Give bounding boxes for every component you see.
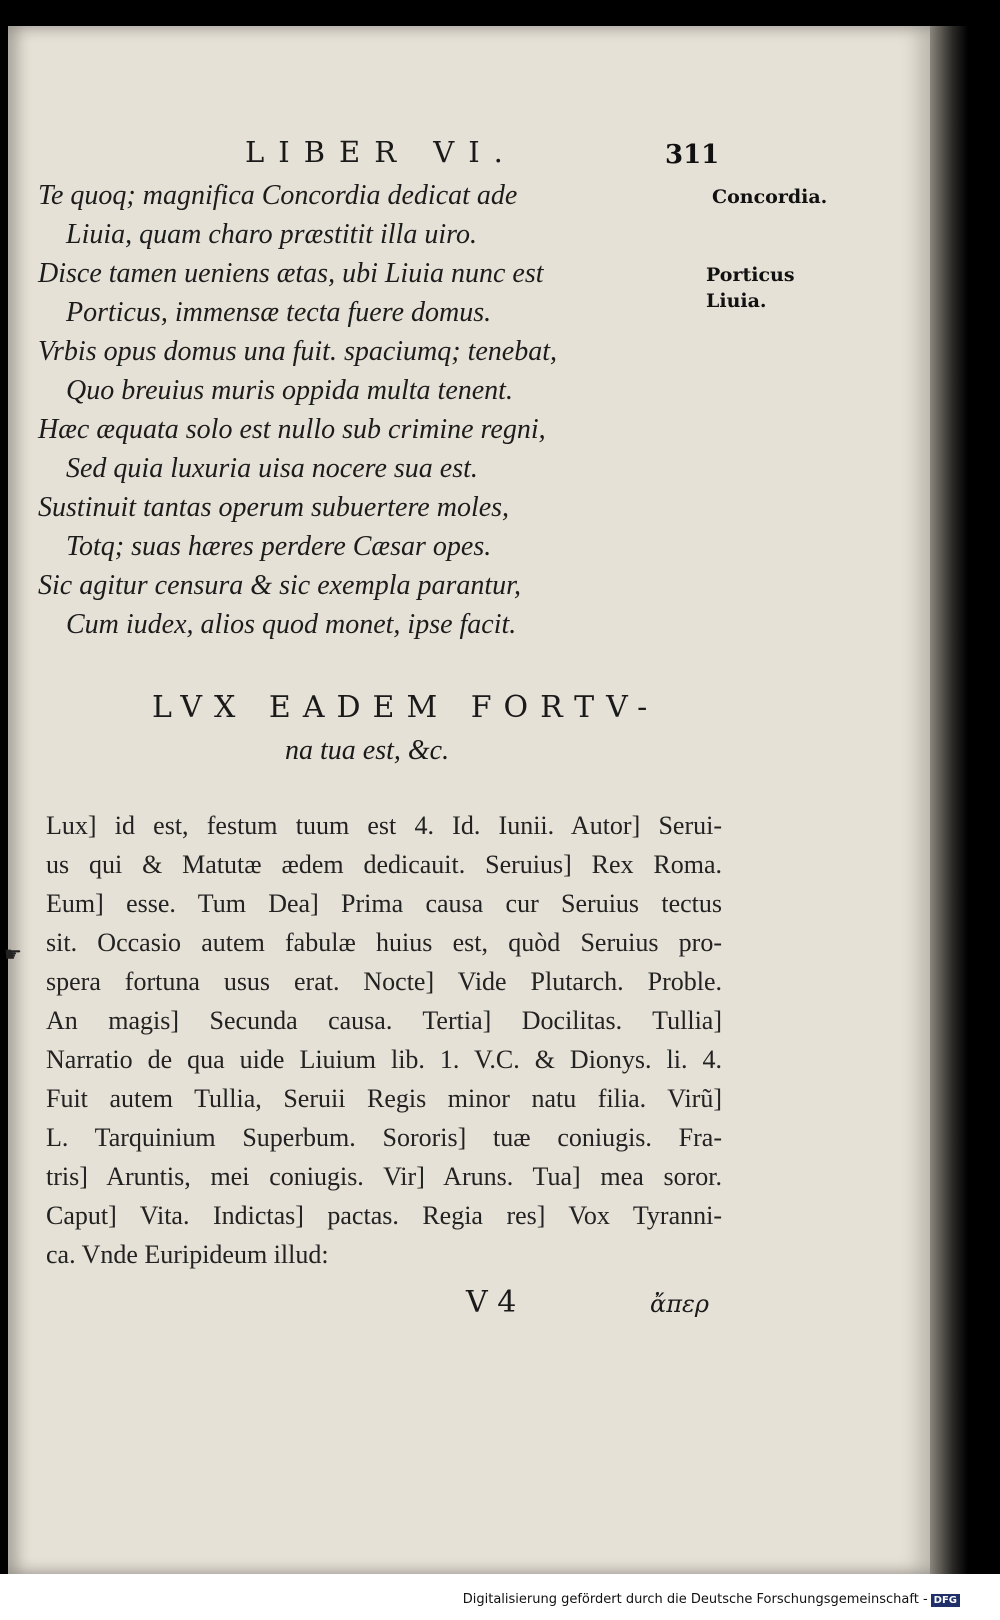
page-number: 311	[665, 140, 720, 170]
commentary-line: Caput] Vita. Indictas] pactas. Regia res] Vox Tyranni-	[46, 1201, 722, 1230]
verse-line: Quo breuius muris oppida multa tenent.	[66, 375, 513, 406]
commentary-line: An magis] Secunda causa. Tertia] Docilitas. Tullia]	[46, 1006, 722, 1035]
credit-text: Digitalisierung gefördert durch die Deutsche Forschungsgemeinschaft -	[462, 1592, 928, 1607]
commentary-line: Eum] esse. Tum Dea] Prima causa cur Seruius tectus	[46, 889, 722, 918]
commentary-line: tris] Aruntis, mei coniugis. Vir] Aruns. Tua] mea soror.	[46, 1162, 722, 1191]
commentary-line: Lux] id est, festum tuum est 4. Id. Iunii. Autor] Serui-	[46, 811, 722, 840]
pointing-hand-icon: ☛	[4, 942, 22, 966]
signature-mark: V 4	[466, 1285, 517, 1320]
verse-line: Te quoq; magnifica Concordia dedicat ade	[38, 180, 518, 211]
commentary-line: L. Tarquinium Superbum. Sororis] tuæ coniugis. Fra-	[46, 1123, 722, 1152]
marginal-note-porticus: Porticus	[706, 264, 795, 286]
commentary-line: ca. Vnde Euripideum illud:	[46, 1240, 329, 1269]
digitization-credit	[463, 1592, 960, 1607]
marginal-note-concordia: Concordia.	[712, 186, 828, 208]
catchword: ἄπερ	[650, 1290, 709, 1318]
running-head: LIBER VI.	[245, 135, 517, 169]
commentary-line: spera fortuna usus erat. Nocte] Vide Plutarch. Proble.	[46, 967, 722, 996]
verse-line: Vrbis opus domus una fuit. spaciumq; tenebat,	[38, 336, 558, 367]
dfg-logo: DFG	[931, 1594, 960, 1607]
verse-line: Porticus, immensæ tecta fuere domus.	[66, 297, 492, 328]
verse-block	[38, 176, 557, 644]
section-heading: LVX EADEM FORTV-	[152, 690, 660, 725]
section-heading-continuation: na tua est, &c.	[285, 735, 450, 766]
commentary-block	[46, 806, 722, 1274]
page-edge	[930, 26, 968, 1574]
verse-line: Liuia, quam charo præstitit illa uiro.	[66, 219, 477, 250]
verse-line: Cum iudex, alios quod monet, ipse facit.	[66, 609, 517, 640]
commentary-line: Fuit autem Tullia, Seruii Regis minor natu filia. Virũ]	[46, 1084, 722, 1113]
commentary-line: us qui & Matutæ ædem dedicauit. Seruius] Rex Roma.	[46, 850, 722, 879]
commentary-line: Narratio de qua uide Liuium lib. 1. V.C. & Dionys. li. 4.	[46, 1045, 722, 1074]
verse-line: Totq; suas hæres perdere Cæsar opes.	[66, 531, 492, 562]
verse-line: Sustinuit tantas operum subuertere moles,	[38, 492, 510, 523]
verse-line: Hæc æquata solo est nullo sub crimine regni,	[38, 414, 546, 445]
verse-line: Sed quia luxuria uisa nocere sua est.	[66, 453, 478, 484]
marginal-note-liuia: Liuia.	[706, 290, 767, 312]
verse-line: Disce tamen ueniens ætas, ubi Liuia nunc est	[38, 258, 544, 289]
commentary-line: sit. Occasio autem fabulæ huius est, quòd Seruius pro-	[46, 928, 722, 957]
verse-line: Sic agitur censura & sic exempla parantur,	[38, 570, 521, 601]
